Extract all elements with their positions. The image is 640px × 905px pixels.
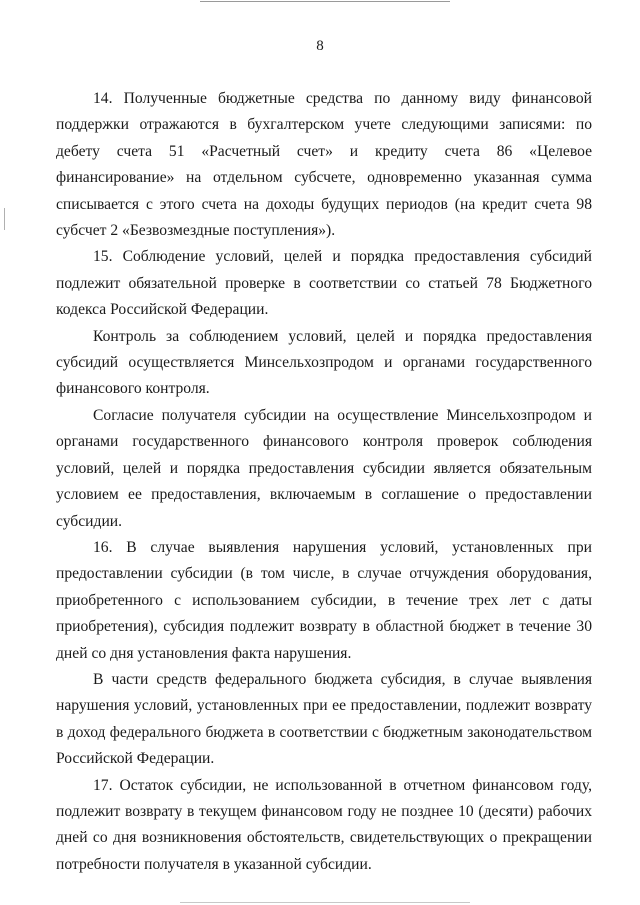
paragraph-consent: Согласие получателя субсидии на осуществление Минсельхозпродом и органами государственного финансового контроля проверок соблюдения условий, целей и порядка предоставления субсидии является обязательным условием ее предоставления, включаемым в соглашение о предоставлении субсидии.: [56, 406, 592, 530]
top-scan-rule: [200, 1, 450, 2]
paragraph-federal-budget: В части средств федерального бюджета субсидия, в случае выявления нарушения условий, установленных при ее предоставлении, подлежит возврату в доход федерального бюджета в соответствии с бюджетным законодательством Российской Федерации.: [56, 670, 592, 768]
paragraph-control: Контроль за соблюдением условий, целей и порядка предоставления субсидий осуществляется Минсельхозпродом и органами государственного финансового контроля.: [56, 327, 592, 398]
body-text: [56, 86, 592, 878]
left-scan-mark: [4, 208, 5, 230]
bottom-scan-rule: [180, 902, 470, 903]
paragraph-17: 17. Остаток субсидии, не использованной в отчетном финансовом году, подлежит возврату в текущем финансовом году не позднее 10 (десяти) рабочих дней со дня возникновения обстоятельств, свидетельствующих о прекращении потребности получателя в указанной субсидии.: [56, 776, 592, 873]
paragraph-14: 14. Полученные бюджетные средства по данному виду финансовой поддержки отражаются в бухгалтерском учете следующими записями: по дебету счета 51 «Расчетный счет» и кредиту счета 86 «Целевое финансирование» на отдельном субсчете, одновременно указанная сумма списывается с этого счета на доходы будущих периодов (на кредит счета 98 субсчет 2 «Безвозмездные поступления»).: [56, 90, 592, 240]
paragraph-15: 15. Соблюдение условий, целей и порядка предоставления субсидий подлежит обязательной проверке в соответствии со статьей 78 Бюджетного кодекса Российской Федерации.: [56, 248, 592, 319]
paragraph-16: 16. В случае выявления нарушения условий, установленных при предоставлении субсидии (в том числе, в случае отчуждения оборудования, приобретенного с использованием субсидии, в течение трех лет с даты приобретения), субсидия подлежит возврату в областной бюджет в течение 30 дней со дня установления факта нарушения.: [56, 538, 592, 662]
page-number: 8: [316, 38, 324, 54]
